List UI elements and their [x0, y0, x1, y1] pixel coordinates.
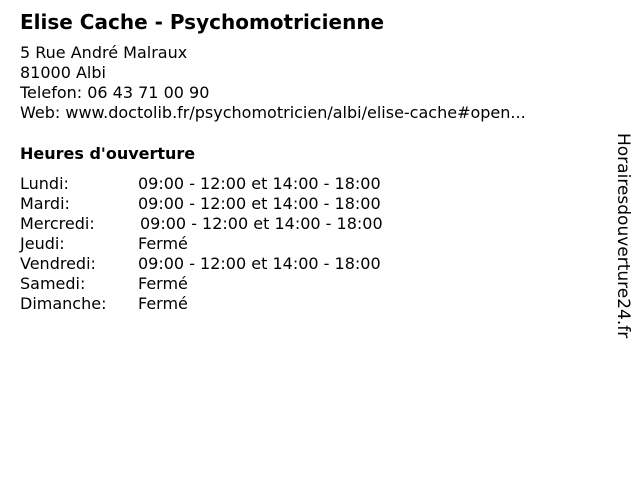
day-label: Samedi: [20, 274, 86, 293]
hours-heading: Heures d'ouverture [20, 144, 196, 163]
day-label: Vendredi: [20, 254, 96, 273]
business-name: Elise Cache - Psychomotricienne [20, 10, 385, 34]
day-hours: Fermé [138, 294, 188, 313]
day-hours: 09:00 - 12:00 et 14:00 - 18:00 [138, 194, 381, 213]
day-label: Jeudi: [20, 234, 65, 253]
day-hours: 09:00 - 12:00 et 14:00 - 18:00 [138, 174, 381, 193]
day-label: Mercredi: [20, 214, 95, 233]
site-watermark: Horairesdouverture24.fr [613, 133, 633, 339]
street-address: 5 Rue André Malraux [20, 43, 188, 62]
website: Web: www.doctolib.fr/psychomotricien/albi/elise-cache#open... [20, 103, 526, 122]
day-label: Lundi: [20, 174, 69, 193]
day-hours: 09:00 - 12:00 et 14:00 - 18:00 [140, 214, 383, 233]
day-hours: 09:00 - 12:00 et 14:00 - 18:00 [138, 254, 381, 273]
day-label: Dimanche: [20, 294, 107, 313]
city-postcode: 81000 Albi [20, 63, 106, 82]
day-hours: Fermé [138, 234, 188, 253]
address-block [20, 43, 526, 123]
day-label: Mardi: [20, 194, 70, 213]
phone-number: Telefon: 06 43 71 00 90 [20, 83, 210, 102]
day-hours: Fermé [138, 274, 188, 293]
